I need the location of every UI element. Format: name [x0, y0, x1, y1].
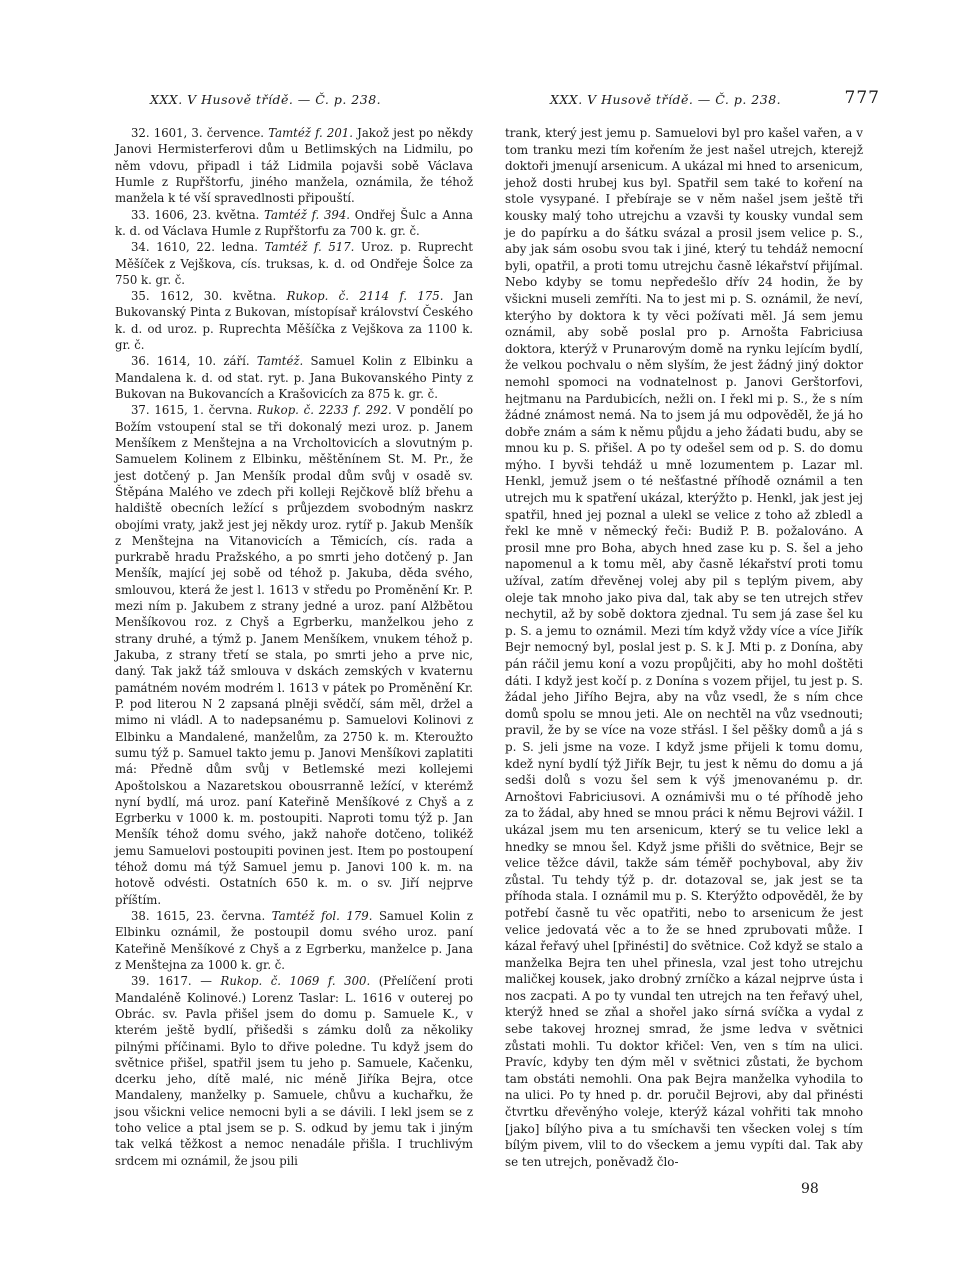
- entry-36: [115, 353, 473, 402]
- entry-ref: Tamtéž fol. 179.: [271, 909, 373, 923]
- entry-text: Jan Bukovanský Pinta z Bukovan, místopísař království Českého k. d. od uroz. p. Ruprechta Měšíčka z Vejškova za 1100 k. gr. č.: [115, 289, 473, 353]
- entry-num: 32. 1601, 3. července.: [131, 126, 265, 140]
- entry-text: Samuel Kolin z Elbinku oznámil, že postoupil domu svého uroz. paní Kateřině Menšíkové z Chyš a z Egrberku, manželce p. Jana z Menštejna za 1000 k. gr. č.: [115, 909, 474, 972]
- entry-text: Samuel Kolin z Elbinku a Mandalena k. d. od stat. ryt. p. Jana Bukovanského Pinty z Bukovan na Bukovancích a Krašovicích za 875 k. gr. č.: [115, 354, 474, 401]
- entry-ref: Rukop. č. 2114 f. 175.: [286, 289, 444, 304]
- page-number: 777: [844, 88, 880, 108]
- printer-signature: 98: [801, 1181, 819, 1197]
- entry-num: 38. 1615, 23. června.: [131, 909, 266, 923]
- entry-text: Ondřej Šulc a Anna k. d. od Václava Humle z Rupřštorfu za 700 k. gr. č.: [115, 207, 473, 238]
- right-column: [505, 125, 863, 1170]
- entry-num: 36. 1614, 10. září.: [131, 354, 250, 369]
- entry-ref: Tamtéž f. 394.: [264, 207, 350, 222]
- entry-ref: Tamtéž.: [256, 354, 304, 369]
- entry-text: (Přelíčení proti Mandaléně Kolinové.) Lorenz Taslar: L. 1616 v outerej po Obrác. sv. Pavla přišel jsem do domu p. Samuele K., v kterém ještě bydlí, přišedši s zámku dolů za několiky pilnými příčinami. Bylo to dřive poledne. Tu když jsem do světnice přišel, spatřil jsem tu jeho p. Samuele, Kačenku, dcerku jeho, dítě malé, nic méně Jiříka Bejra, otce Mandaleny, manželky p. Samuele, chůvu a kuchařku, že jsou všickni velice nemocni byli a se dávili. I lekl jsem se z toho velice a ptal jsem se p. S. odkud by jemu tak i jiným tak velká těžkost a nemoc nenadále přišla. I truchlivým srdcem mi oznámil, že jsou pili: [115, 974, 474, 1168]
- entry-ref: Rukop. č. 1069 f. 300.: [220, 974, 371, 989]
- entry-ref: Rukop. č. 2233 f. 292.: [257, 403, 392, 418]
- entry-37: [115, 402, 473, 908]
- entry-text: Jakož jest po někdy Janovi Hermisterferovi dům u Betlimských na Lidmilu, po něm vdovu, připadl i táž Lidmila pojavši sobě Václava Humle z Rupřštorfu, jiného manžela, oznámila, že téhož manžela k té vší spravedlnosti připouští.: [115, 126, 473, 206]
- entry-ref: Tamtéž f. 201.: [268, 126, 353, 140]
- entry-38: [115, 908, 473, 973]
- entry-num: 35. 1612, 30. května.: [131, 289, 277, 304]
- entry-35: [115, 288, 473, 353]
- entry-32: [115, 125, 473, 207]
- entry-33: [115, 207, 473, 240]
- running-header-left: [150, 92, 440, 116]
- entry-num: 39. 1617. —: [131, 974, 212, 989]
- running-header-right: [550, 88, 880, 116]
- header-right-title: XXX. V Husově třídě. — Č. p. 238.: [550, 92, 782, 107]
- entry-39-continued: [505, 125, 863, 1170]
- entry-num: 33. 1606, 23. května.: [131, 207, 260, 222]
- header-left-title: XXX. V Husově třídě. — Č. p. 238.: [150, 92, 382, 107]
- entry-text: V pondělí po Božím vstoupení stal se tři dokonalý mezi uroz. p. Janem Menšíkem z Menštejna a na Vrcholtovicích a slovutným p. Samuelem Kolinem z Elbinku, měštěnínem St. M. Pr., že jest dotčený p. Jan Menšík prodal dům svůj v osadě sv. Štěpána Malého ve zdech při kolleji Rejčkově blíž břehu a haldiště obecních ležící s průjezdem svobodným naskrz obojími vraty, jakž jest jej někdy uroz. rytíř p. Jakub Menšík z Menštejna na Vitanovicích a Těmicích, cís. rada a purkrabě hradu Pražského, a po smrti jeho dotčený p. Jan Menšík, mající jej sobě od téhož p. Jakuba, děda svého, smlouvou, která že jest l. 1613 v středu po Proměnění Kr. P. mezi ním p. Jakubem z strany jedné a uroz. paní Alžbětou Menšíkovou roz. z Chyš a Egrberku, manželkou jeho z strany druhé, a týmž p. Janem Menšíkem, vnukem téhož p. Jakuba, z strany třetí se stala, po smrti jeho a prve nic, daný. Tak jakž táž smlouva v dskách zemských v kvaternu památném novém modrém l. 1613 v pátek po Proměnění Kr. P. pod literou N 2 zapsaná plněji svědčí, sám měl, držel a mimo ni vládl. A to nadepsanému p. Samuelovi Kolinovi z Elbinku a Mandalené, manželům, za 2750 k. m. Kteroužto sumu týž p. Samuel takto jemu p. Janovi Menšíkovi zaplatiti má: Předně dům svůj v Betlemské mezi kollejemi Apoštolskou a Nazaretskou obousrranně ležící, v kterémž nyní bydlí, má uroz. paní Kateřině Menšíkové z Chyš a z Egrberku v 1000 k. m. postoupiti. Naproti tomu týž p. Jan Menšík téhož domu svého, jakž nahoře dotčeno, tolikéž jemu Samuelovi postoupiti povinen jest. Item po postoupení téhož domu má týž Samuel jemu p. Janovi 100 k. m. na hotově odvésti. Ostatních 650 k. m. o sv. Jiří nejprve příštím.: [115, 403, 473, 907]
- entry-ref: Tamtéž f. 517.: [264, 240, 355, 255]
- entry-39: [115, 973, 473, 1169]
- left-column: [115, 125, 473, 1169]
- entry-text: Uroz. p. Ruprecht Měšíček z Vejškova, cís. truksas, k. d. od Ondřeje Šolce za 750 k. gr. č.: [115, 240, 473, 287]
- entry-text: trank, který jest jemu p. Samuelovi byl pro kašel vařen, a v tom tranku mezi tím kořením že jest našel utrejch, kterejž doktoři jmenují arsenicum. A ukázal mi hned to arsenicum, jehož dosti hrubej kus byl. Spatřil sem také to koření na stole vysypané. I přebíraje se v něm našel jsem ještě tři kousky malý toho utrejchu a vzavši ty kousky vundal sem je do papírku a do šátku svázal a prosil jsem velice p. S., aby jak sám osobu svou tak i jiné, který tu tehdáž nemocní byli, opatřil, a proti tomu utrejchu časně lékařství přijímal. Nebo kdyby se tomu nepředešlo dřív 24 hodin, že by všickni museli zemříti. Na to jest mi p. S. oznámil, že neví, kterýho by doktora k ty věci požívati měl. Já sem jemu oznámil, aby sobě poslal pro p. Arnošta Fabriciusa doktora, kterýž v Prunarovým domě na rynku lejícím bydlí, že velkou pochvalu o něm slyším, že jest žádný jiný doktor nemohl spomoci na vodnatelnost p. Janovi Gerštorfovi, hejtmanu na Pardubicích, nežli on. I řekl mi p. S., že s ním žádné známost nemá. Na to jsem já mu odpověděl, že já ho dobře znám a sám k němu půjdu a jeho žádati budu, aby se mnou ku p. S. přišel. A po ty odešel sem od p. S. do domu mýho. I byvši tehdáž u mně lozumentem p. Lazar ml. Henkl, jemuž jsem o té nešťastné příhodě oznámil a ten utrejch mu k spatření ukázal, kterýžto p. Henkl, jak jest jej spatřil, hned jej poznal a ulekl se velice z toho až zbledl a řekl ke mně v německý řeči: Budiž P. B. požalováno. A prosil mne pro Boha, abych hned zase ku p. S. šel a jeho napomenul a k tomu měl, aby časně lékařství proti tomu užíval, zatím dřevěnej volej aby pil s teplým pivem, aby oleje tak mnoho jako piva dal, tak aby se ten utrejch střev nechytil, až by sobě doktora zjednal. Tu sem já zase šel ku p. S. a jemu to oznámil. Mezi tím když vždy více a více Jiřík Bejr nemocný byl, poslal jest p. S. k J. Mti p. z Donína, aby pán ráčil jemu koní a vozu propůjčiti, aby ho mohl doštěti dáti. I když jest kočí p. z Donína s vozem přijel, tu jest p. S. žádal jeho Jiřího Bejra, aby na vůz vsedl, že s ním chce domů spolu se mnou jeti. Ale on nechtěl na vůz vsednouti; pravil, že by se více na voze střásl. I šel pěšky domů a já s p. S. jeli jsme na voze. I když jsme přijeli k tomu domu, kdež nyní bydlí týž Jiřík Bejr, tu jest k němu do domu a já sedši dolů s vozu šel sem k výš jmenovanému p. dr. Arnoštovi Fabriciusovi. A oznámivši mu o té příhodě jeho za to žádal, aby hned se mnou práci k němu Bejrovi vážil. I ukázal jsem mu ten arsenicum, který se tu velice lekl a hnedky se mnou šel. Když jsme přišli do světnice, Bejr se velice těžce dávil, takže sám téměř pochyboval, aby živ zůstal. Tu tehdy týž p. dr. dotazoval se, jak jest se ta příhoda stala. I oznámil mu p. S. Kterýžto odpověděl, že by potřebí časně tu věc opatřiti, nebo to arsenicum že jest velice jedovatá věc a to že se hned zprubovati může. I kázal řeřavý uhel [přinésti] do světnice. Což když se stalo a manželka Bejra ten uhel přinesla, vzal jest toho utrejchu maličkej kousek, jako drobný zrníčko a kázal nejprve ústa i nos zacpati. A po ty vundal ten utrejch na ten řeřavý uhel, kterýž hned se zňal a shořel jako sírná svíčka a vydal z sebe takovej hroznej smrad, že jsme ledva v světnici zůstati mohli. Tu doktor křičel: Ven, ven s tím na ulici. Pravíc, kdyby ten dým měl v světnici zůstati, že bychom tam obstáti nemohli. Ona pak Bejra manželka vyhodila to na ulici. Po ty hned p. dr. poručil Bejrovi, aby dal přinésti čtvrtku dřevěnýho voleje, kterýž kázal vohřiti tak mnoho [jako] bílýho piva a tu smíchavši ten všecken volej s tím bílým pivem, vlil to do všeckem a jemu vypíti dal. Tak aby se ten utrejch, poněvadž člo-: [505, 126, 863, 1169]
- entry-34: [115, 239, 473, 288]
- entry-num: 37. 1615, 1. června.: [131, 403, 253, 418]
- entry-num: 34. 1610, 22. ledna.: [131, 240, 258, 255]
